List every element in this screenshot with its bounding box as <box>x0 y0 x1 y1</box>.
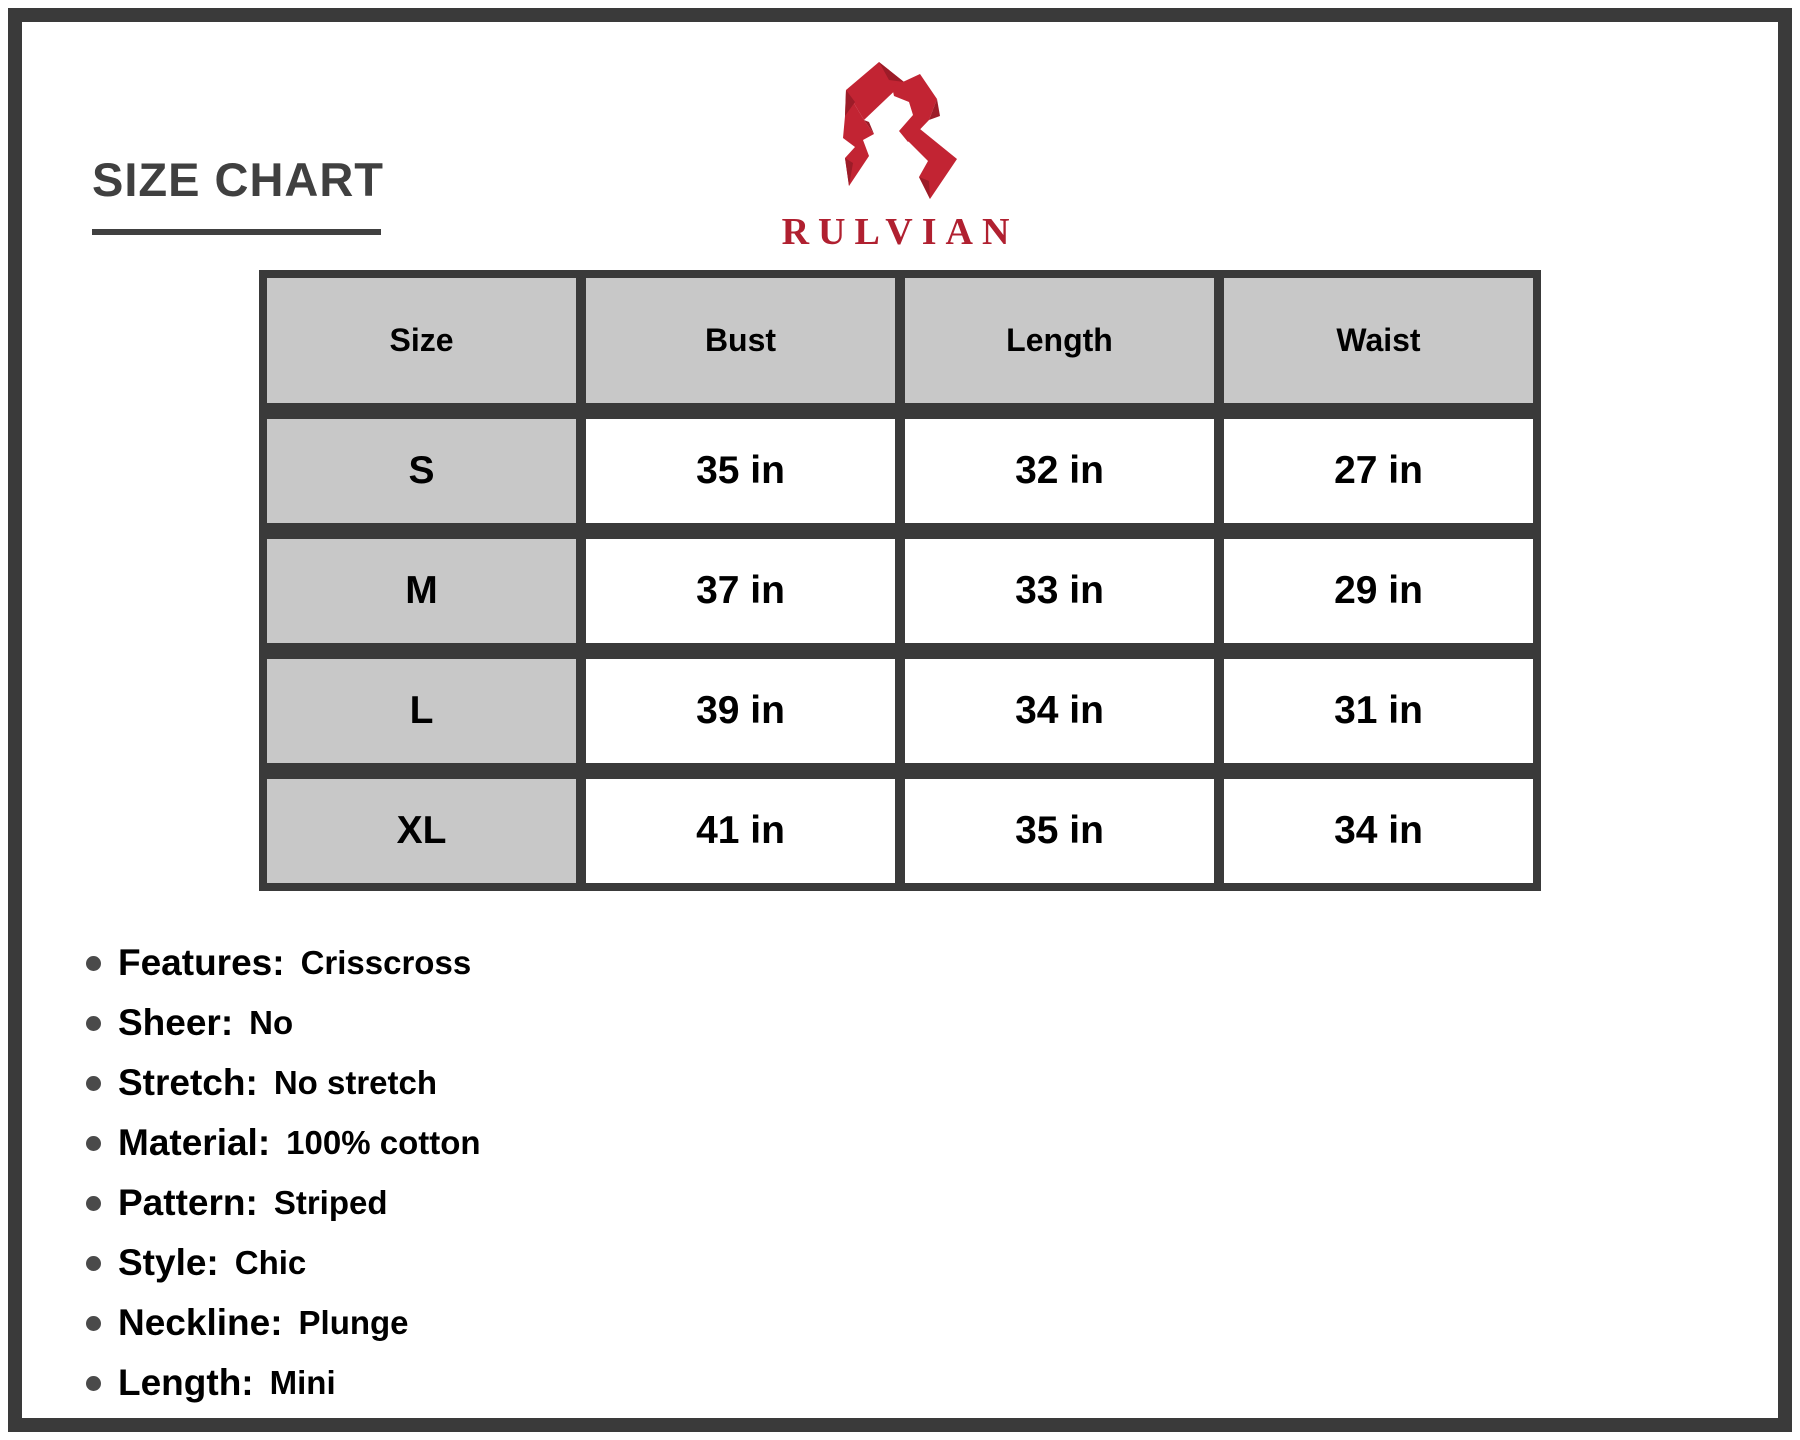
detail-value: Crisscross <box>300 944 472 981</box>
table-cell: 27 in <box>1224 419 1533 523</box>
table-cell: 39 in <box>586 659 895 763</box>
detail-label: Features: <box>118 942 285 983</box>
bullet-icon <box>86 1256 101 1271</box>
size-chart-table <box>259 270 1541 891</box>
size-cell: XL <box>267 779 576 883</box>
detail-label: Sheer: <box>118 1002 234 1043</box>
table-cell: 35 in <box>905 779 1214 883</box>
column-header-length: Length <box>905 278 1214 403</box>
detail-label: Pattern: <box>118 1182 258 1223</box>
product-details-list <box>86 933 481 1413</box>
bullet-icon <box>86 1196 101 1211</box>
column-header-bust: Bust <box>586 278 895 403</box>
detail-value: Plunge <box>298 1304 409 1341</box>
detail-value: No stretch <box>273 1064 438 1101</box>
table-cell: 34 in <box>905 659 1214 763</box>
table-cell: 35 in <box>586 419 895 523</box>
table-cell: 31 in <box>1224 659 1533 763</box>
brand-name: RULVIAN <box>781 211 1019 253</box>
brand-logo-icon <box>842 58 960 202</box>
detail-item <box>86 1053 481 1113</box>
column-header-waist: Waist <box>1224 278 1533 403</box>
detail-label: Stretch: <box>118 1062 258 1103</box>
bullet-icon <box>86 1316 101 1331</box>
detail-item <box>86 933 481 993</box>
page-title: SIZE CHART <box>92 153 384 206</box>
detail-label: Length: <box>118 1362 254 1403</box>
detail-item <box>86 1233 481 1293</box>
size-cell: S <box>267 419 576 523</box>
detail-label: Style: <box>118 1242 219 1283</box>
table-cell: 34 in <box>1224 779 1533 883</box>
bullet-icon <box>86 1016 101 1031</box>
size-cell: L <box>267 659 576 763</box>
bullet-icon <box>86 1076 101 1091</box>
table-cell: 41 in <box>586 779 895 883</box>
detail-label: Neckline: <box>118 1302 283 1343</box>
detail-label: Material: <box>118 1122 271 1163</box>
table-cell: 29 in <box>1224 539 1533 643</box>
table-cell: 37 in <box>586 539 895 643</box>
detail-item <box>86 1293 481 1353</box>
bullet-icon <box>86 1136 101 1151</box>
detail-item <box>86 1113 481 1173</box>
size-cell: M <box>267 539 576 643</box>
title-underline <box>92 229 381 235</box>
table-cell: 33 in <box>905 539 1214 643</box>
table-cell: 32 in <box>905 419 1214 523</box>
bullet-icon <box>86 1376 101 1391</box>
bullet-icon <box>86 956 101 971</box>
detail-value: Striped <box>273 1184 388 1221</box>
detail-item <box>86 1173 481 1233</box>
detail-value: 100% cotton <box>286 1124 481 1161</box>
detail-item <box>86 993 481 1053</box>
detail-value: Mini <box>269 1364 336 1401</box>
detail-item <box>86 1353 481 1413</box>
detail-value: Chic <box>234 1244 307 1281</box>
detail-value: No <box>249 1004 294 1041</box>
column-header-size: Size <box>267 278 576 403</box>
